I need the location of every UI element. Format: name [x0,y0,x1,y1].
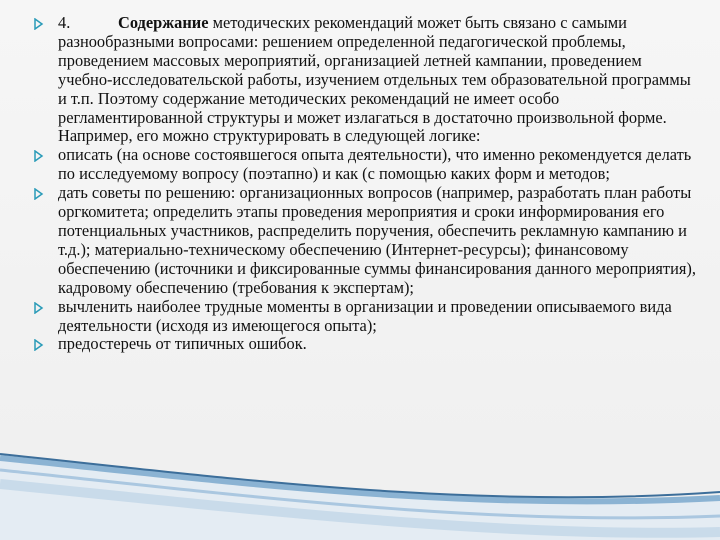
arrow-bullet-icon [32,18,44,30]
arrow-bullet-icon [32,188,44,200]
arrow-bullet-icon [32,302,44,314]
item-text: методических рекомендаций может быть связано с самыми разнообразными вопросами: решением определенной педагогической проблемы, проведением массовых мероприятий, организацией летней кампании, проведением учебно-исследовательской работы, изучением отдельных тем образовательной программы и т.п. Поэтому содержание методических рекомендаций не имеет особо регламентированной структуры и может излагаться в достаточно произвольной форме. Например, его можно структурировать в следующей логике: [58,13,691,146]
item-text: вычленить наиболее трудные моменты в организации и проведении описываемого вида деятельности (исходя из имеющегося опыта); [58,296,672,335]
item-text: дать советы по решению: организационных вопросов (например, разработать план работы оргкомитета; определить этапы проведения мероприятия и сроки информирования его потенциальных участников, распределить поручения, обеспечить рекламную кампанию и т.д.); материально-техническому обеспечению (Интернет-ресурсы); финансовому обеспечению (источники и фиксированные суммы финансирования данного мероприятия), кадровому обеспечению (требования к экспертам); [58,183,696,297]
item-text: описать (на основе состоявшегося опыта деятельности), что именно рекомендуется делать по исследуемому вопросу (поэтапно) и как (с помощью каких форм и методов; [58,145,692,184]
item-keyword: Содержание [118,13,209,32]
arrow-bullet-icon [32,339,44,351]
item-number: 4. [58,13,71,32]
bullet-list [32,14,700,354]
arrow-bullet-icon [32,150,44,162]
list-item [32,14,700,146]
list-item [32,335,700,354]
list-item [32,184,700,297]
list-item [32,298,700,336]
list-item [32,146,700,184]
wave-decoration [0,440,720,540]
item-text: предостеречь от типичных ошибок. [58,334,307,354]
